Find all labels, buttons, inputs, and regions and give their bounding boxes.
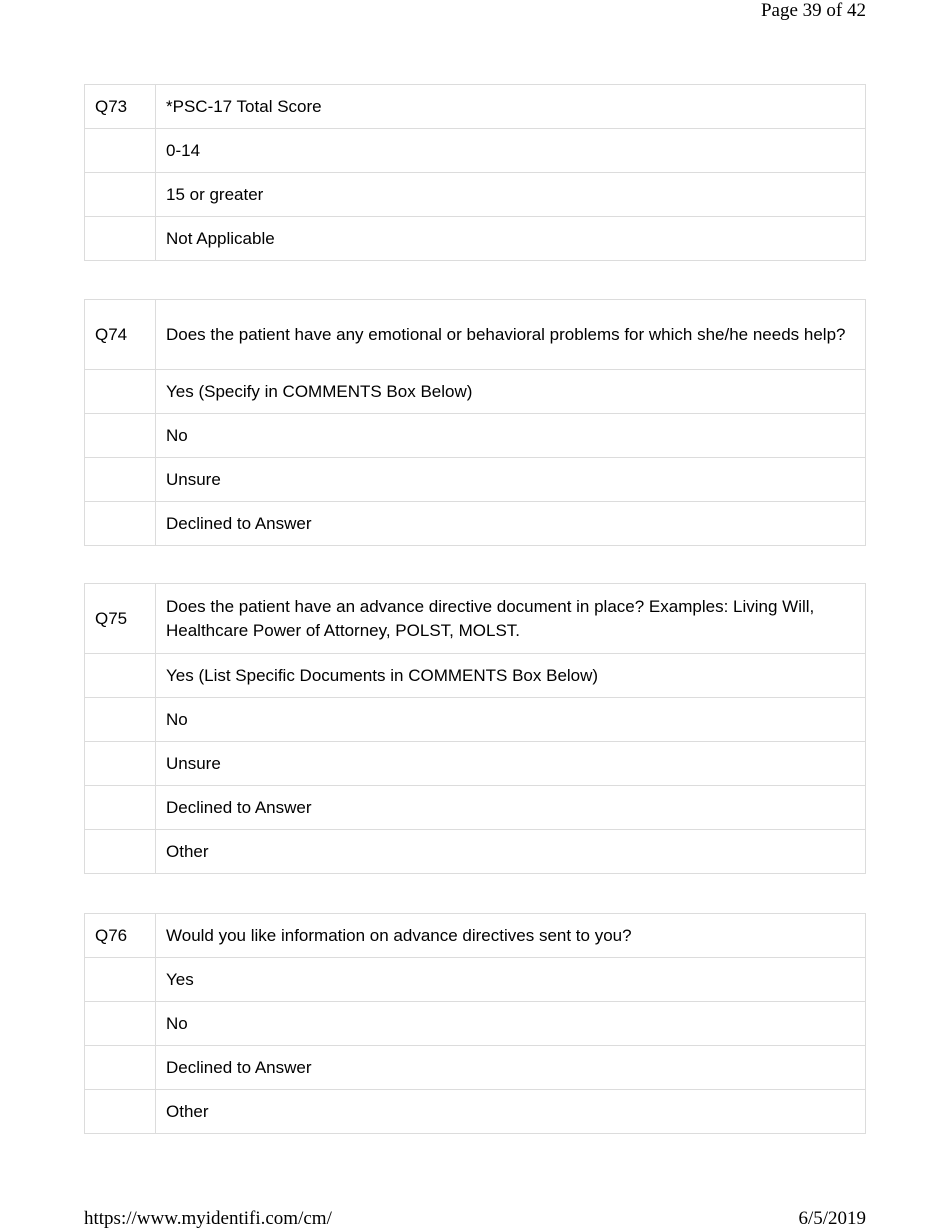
answer-blank-cell <box>85 1046 156 1090</box>
answer-option: Declined to Answer <box>156 786 866 830</box>
answer-option: 15 or greater <box>156 173 866 217</box>
answer-option: Yes <box>156 958 866 1002</box>
question-q74 <box>84 299 866 546</box>
answer-option-row <box>85 129 866 173</box>
answer-blank-cell <box>85 830 156 874</box>
answer-option-row <box>85 217 866 261</box>
answer-option-row <box>85 458 866 502</box>
question-number: Q73 <box>85 85 156 129</box>
answer-blank-cell <box>85 370 156 414</box>
answer-blank-cell <box>85 958 156 1002</box>
question-text: Does the patient have any emotional or behavioral problems for which she/he needs help? <box>156 300 866 370</box>
question-text: Does the patient have an advance directive document in place? Examples: Living Will, Healthcare Power of Attorney, POLST, MOLST. <box>156 584 866 654</box>
answer-option: Other <box>156 830 866 874</box>
answer-option: No <box>156 698 866 742</box>
answer-option: No <box>156 1002 866 1046</box>
answer-option: No <box>156 414 866 458</box>
answer-option: Yes (Specify in COMMENTS Box Below) <box>156 370 866 414</box>
footer-url: https://www.myidentifi.com/cm/ <box>84 1208 332 1229</box>
question-text: Would you like information on advance directives sent to you? <box>156 914 866 958</box>
answer-blank-cell <box>85 502 156 546</box>
question-q73 <box>84 84 866 261</box>
answer-blank-cell <box>85 129 156 173</box>
footer-date: 6/5/2019 <box>798 1208 866 1229</box>
answer-option-row <box>85 698 866 742</box>
page-number: Page 39 of 42 <box>760 0 866 21</box>
answer-option-row <box>85 958 866 1002</box>
answer-option-row <box>85 173 866 217</box>
question-row <box>85 85 866 129</box>
answer-option-row <box>85 1090 866 1134</box>
answer-blank-cell <box>85 458 156 502</box>
answer-option-row <box>85 786 866 830</box>
answer-blank-cell <box>85 698 156 742</box>
answer-option: 0-14 <box>156 129 866 173</box>
answer-option-row <box>85 502 866 546</box>
answer-option: Not Applicable <box>156 217 866 261</box>
answer-option-row <box>85 370 866 414</box>
answer-option-row <box>85 1002 866 1046</box>
answer-option-row <box>85 414 866 458</box>
answer-option-row <box>85 654 866 698</box>
answer-blank-cell <box>85 1090 156 1134</box>
answer-option: Declined to Answer <box>156 502 866 546</box>
answer-option-row <box>85 830 866 874</box>
answer-option: Unsure <box>156 458 866 502</box>
question-number: Q75 <box>85 584 156 654</box>
answer-blank-cell <box>85 173 156 217</box>
question-row <box>85 300 866 370</box>
answer-blank-cell <box>85 742 156 786</box>
question-number: Q74 <box>85 300 156 370</box>
answer-option-row <box>85 1046 866 1090</box>
question-row <box>85 914 866 958</box>
question-number: Q76 <box>85 914 156 958</box>
answer-option: Other <box>156 1090 866 1134</box>
answer-option: Declined to Answer <box>156 1046 866 1090</box>
answer-blank-cell <box>85 654 156 698</box>
answer-option: Unsure <box>156 742 866 786</box>
question-text: *PSC-17 Total Score <box>156 85 866 129</box>
answer-blank-cell <box>85 217 156 261</box>
answer-blank-cell <box>85 1002 156 1046</box>
answer-option: Yes (List Specific Documents in COMMENTS Box Below) <box>156 654 866 698</box>
question-q76 <box>84 913 866 1134</box>
answer-option-row <box>85 742 866 786</box>
question-row <box>85 584 866 654</box>
question-q75 <box>84 583 866 874</box>
answer-blank-cell <box>85 786 156 830</box>
page-footer <box>84 1208 866 1230</box>
answer-blank-cell <box>85 414 156 458</box>
